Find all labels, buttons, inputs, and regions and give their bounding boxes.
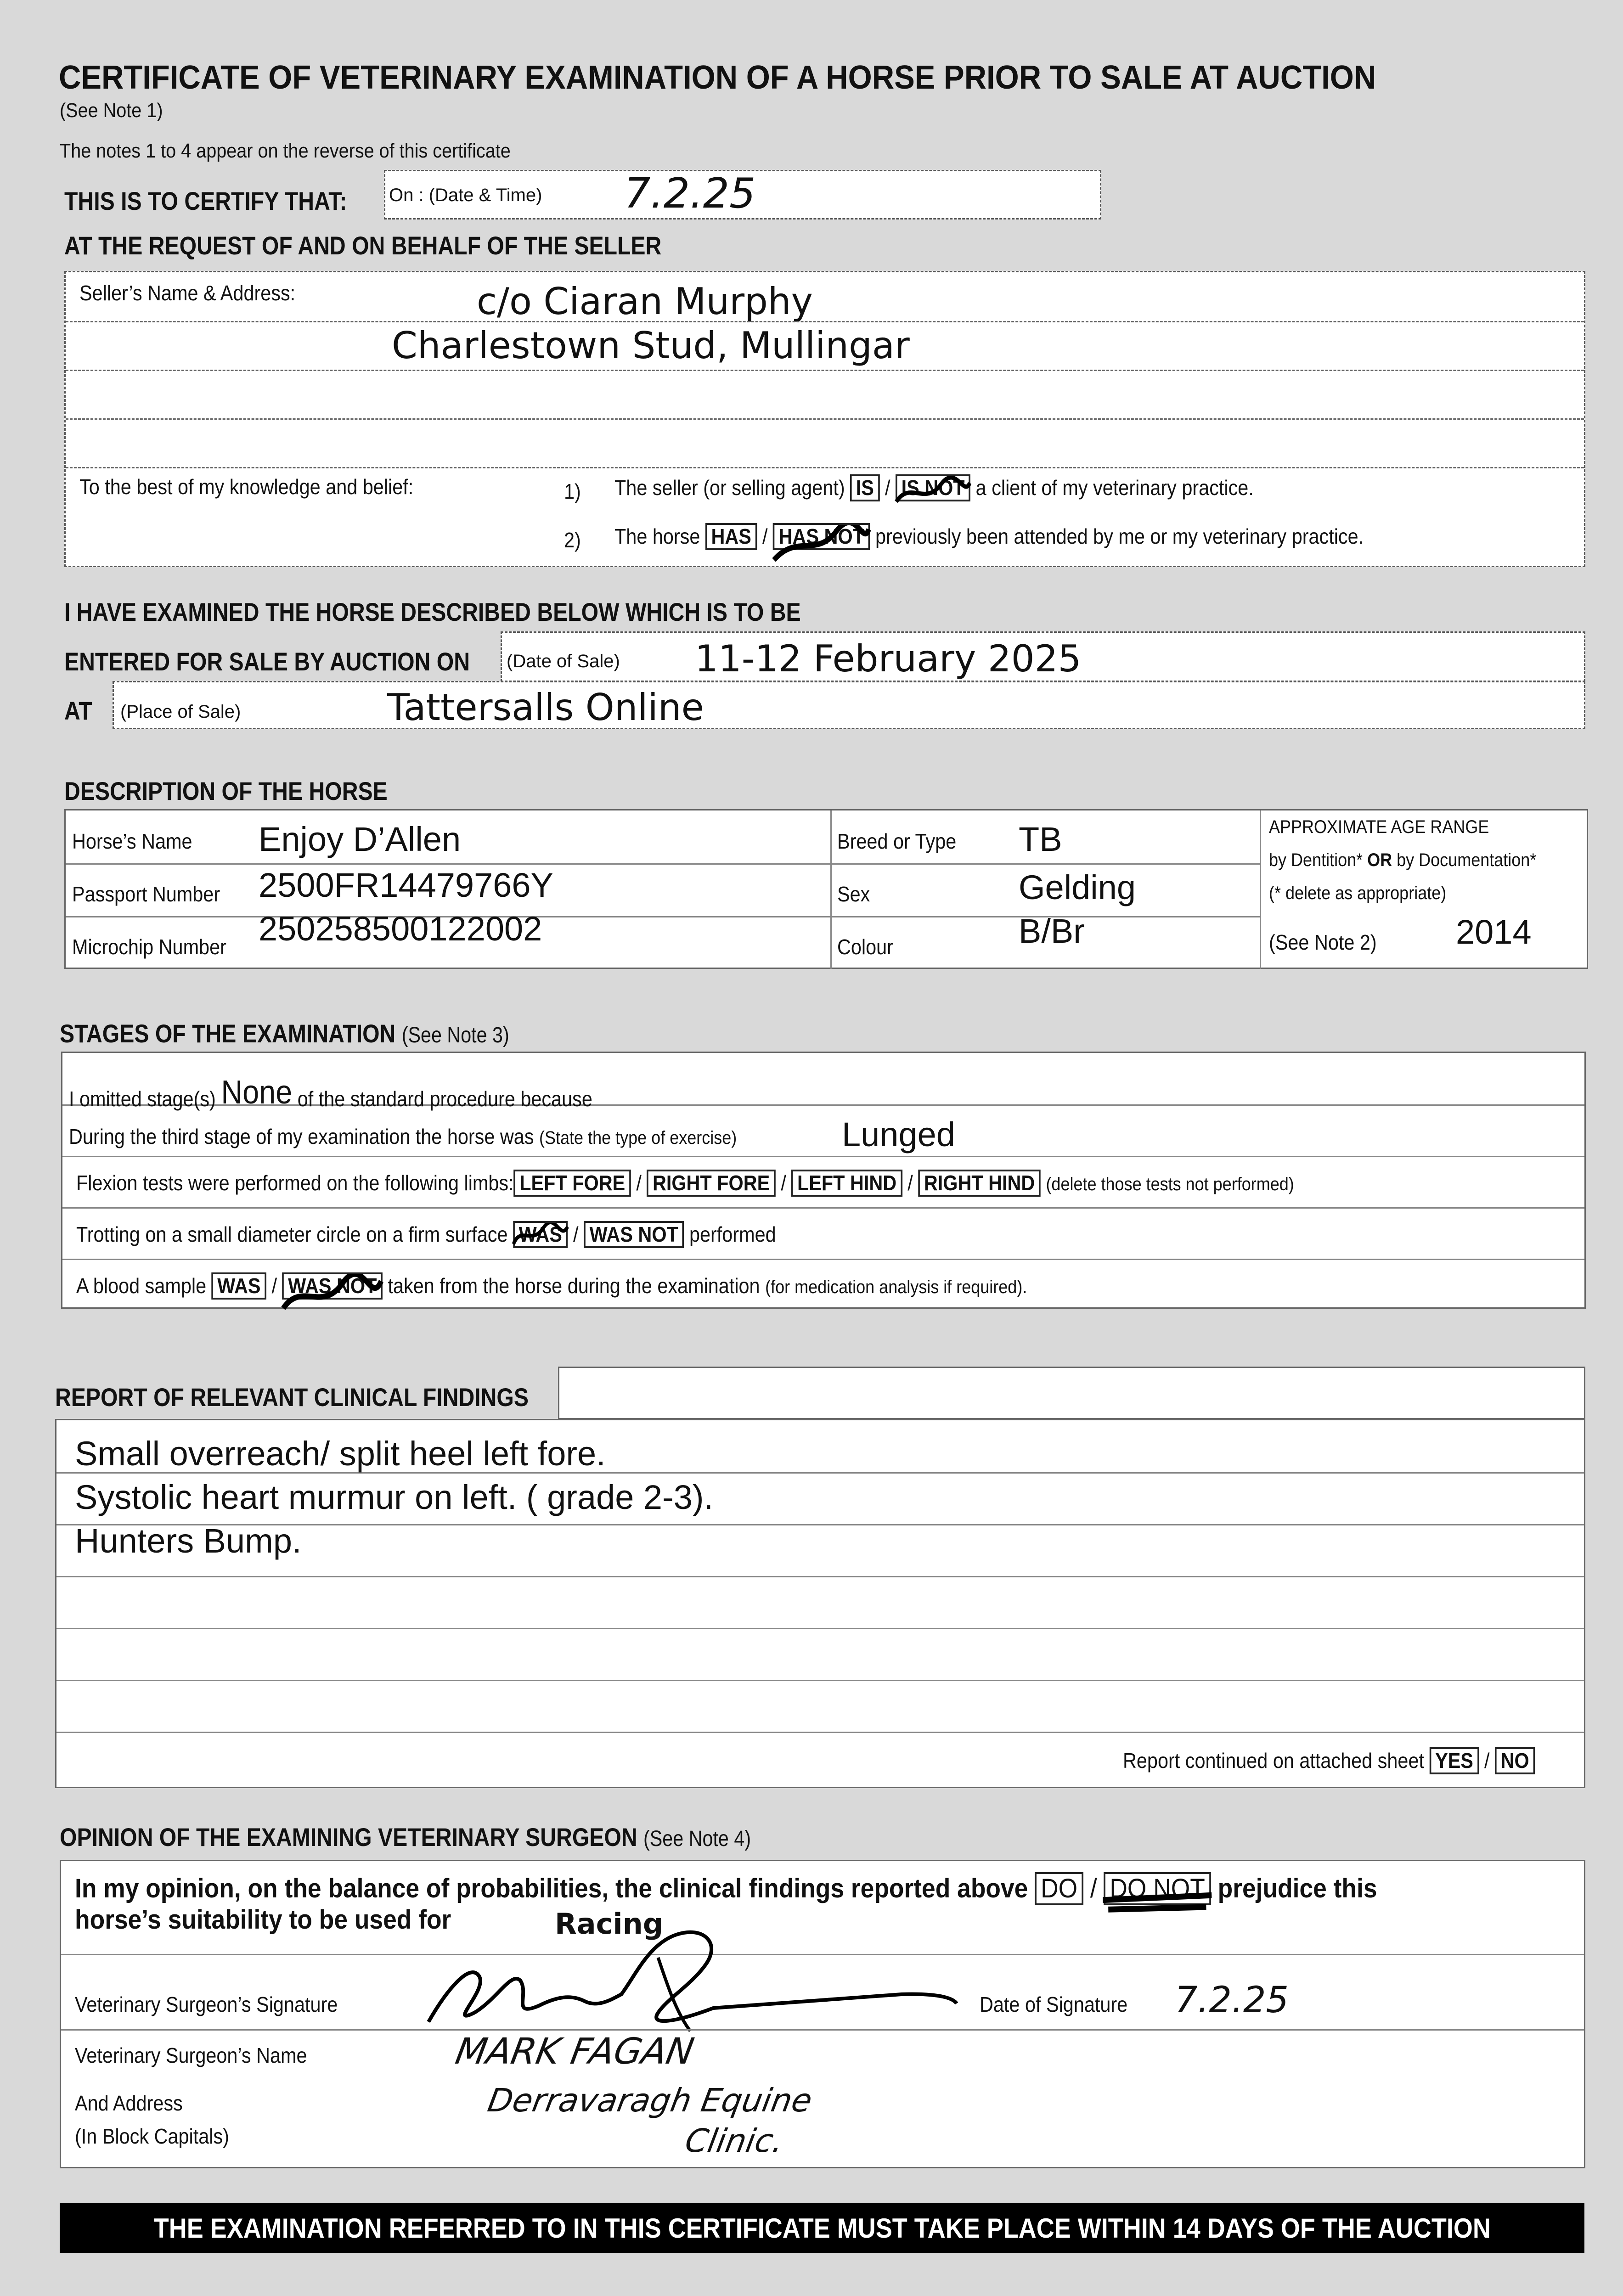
- has-not-option-struck[interactable]: [773, 523, 870, 550]
- omitted-value[interactable]: None: [221, 1074, 293, 1111]
- passport-label: Passport Number: [72, 882, 220, 906]
- continued-yes[interactable]: YES: [1429, 1747, 1479, 1774]
- description-header: DESCRIPTION OF THE HORSE: [64, 777, 388, 805]
- place-of-sale-value: Tattersalls Online: [387, 686, 704, 729]
- date-of-sale-label: (Date of Sale): [507, 651, 620, 671]
- third-note: (State the type of exercise): [539, 1128, 737, 1148]
- opinion-text-1: In my opinion, on the balance of probabilities, the clinical findings reported above: [75, 1874, 1028, 1903]
- horse-name-label: Horse’s Name: [72, 829, 192, 853]
- seller-label: Seller’s Name & Address:: [79, 281, 296, 305]
- date-of-signature-value[interactable]: 7.2.25: [1175, 1980, 1289, 2021]
- do-not-text: DO NOT: [1110, 1874, 1205, 1903]
- footer-banner: [60, 2203, 1584, 2253]
- see-note-1: (See Note 1): [60, 99, 163, 122]
- omitted-line: [69, 1074, 592, 1111]
- age-dentition[interactable]: by Dentition*: [1269, 850, 1363, 870]
- divider: [62, 1207, 1584, 1209]
- block-capitals-label: (In Block Capitals): [75, 2124, 229, 2148]
- knowledge-label: To the best of my knowledge and belief:: [79, 475, 414, 499]
- separator: /: [885, 476, 890, 500]
- age-value[interactable]: 2014: [1456, 913, 1532, 951]
- divider: [61, 2029, 1584, 2031]
- report-header-box: [558, 1367, 1585, 1419]
- sex-value[interactable]: Gelding: [1019, 868, 1136, 906]
- item-1-pre: The seller (or selling agent): [614, 476, 845, 500]
- date-of-sale-value: 11-12 February 2025: [695, 637, 1082, 680]
- use-value[interactable]: Racing: [555, 1907, 664, 1941]
- blood-was-not-struck[interactable]: [282, 1272, 383, 1300]
- stages-header-note: (See Note 3): [401, 1023, 509, 1047]
- notes-line: The notes 1 to 4 appear on the reverse of this certificate: [60, 140, 511, 162]
- third-pre: During the third stage of my examination the horse was: [69, 1125, 534, 1148]
- finding-line-2[interactable]: Systolic heart murmur on left. ( grade 2-3).: [75, 1478, 714, 1516]
- blood-was-not-text: WAS NOT: [288, 1274, 377, 1298]
- surgeon-name-value[interactable]: MARK FAGAN: [452, 2031, 697, 2072]
- trot-post: performed: [689, 1222, 776, 1246]
- breed-label: Breed or Type: [837, 829, 957, 853]
- strike-scribble-icon: [1103, 1874, 1212, 1921]
- address-label: And Address: [75, 2091, 183, 2115]
- divider: [66, 467, 1584, 468]
- flexion-line: [76, 1170, 1294, 1197]
- separator: /: [781, 1171, 786, 1195]
- has-option[interactable]: HAS: [705, 523, 757, 550]
- seller-line-2[interactable]: Charlestown Stud, Mullingar: [392, 324, 910, 367]
- item-2-number: 2): [564, 528, 581, 552]
- trot-pre: Trotting on a small diameter circle on a firm surface: [76, 1222, 508, 1246]
- item-2-post: previously been attended by me or my veterinary practice.: [875, 524, 1364, 548]
- report-header: REPORT OF RELEVANT CLINICAL FINDINGS: [55, 1383, 529, 1412]
- separator: /: [271, 1274, 277, 1298]
- age-method-line: [1269, 850, 1536, 871]
- stages-table: [61, 1052, 1586, 1309]
- sex-label: Sex: [837, 882, 870, 906]
- divider: [66, 321, 1584, 322]
- opinion-text-3: horse’s suitability to be used for: [75, 1905, 451, 1935]
- date-time-field[interactable]: [384, 170, 1101, 219]
- finding-line-3[interactable]: Hunters Bump.: [75, 1522, 302, 1560]
- separator: /: [762, 524, 768, 548]
- is-not-text: IS NOT: [901, 476, 965, 500]
- flex-right-fore[interactable]: RIGHT FORE: [647, 1170, 776, 1197]
- divider: [66, 370, 1584, 371]
- signature-icon[interactable]: [419, 1907, 970, 2036]
- place-of-sale-field[interactable]: [113, 681, 1585, 729]
- examined-label: I HAVE EXAMINED THE HORSE DESCRIBED BELOW WHICH IS TO BE: [64, 597, 801, 626]
- has-not-text: HAS NOT: [778, 524, 864, 548]
- divider: [62, 1259, 1584, 1260]
- opinion-header-text: OPINION OF THE EXAMINING VETERINARY SURGEON: [60, 1823, 637, 1851]
- place-of-sale-label: (Place of Sale): [120, 702, 241, 722]
- breed-value[interactable]: TB: [1019, 820, 1062, 858]
- age-delete-note: (* delete as appropriate): [1269, 883, 1447, 903]
- third-stage-line: [69, 1124, 737, 1149]
- horse-name-value[interactable]: Enjoy D’Allen: [259, 820, 461, 858]
- on-label: On : (Date & Time): [389, 185, 542, 205]
- stages-header: [60, 1019, 509, 1048]
- separator: /: [573, 1222, 579, 1246]
- strike-scribble-icon: [282, 1274, 383, 1320]
- certificate-title: CERTIFICATE OF VETERINARY EXAMINATION OF A HORSE PRIOR TO SALE AT AUCTION: [59, 59, 1376, 96]
- finding-line-1[interactable]: Small overreach/ split heel left fore.: [75, 1435, 606, 1473]
- flex-left-hind[interactable]: LEFT HIND: [791, 1170, 902, 1197]
- blood-line: [76, 1272, 1027, 1300]
- date-of-sale-field[interactable]: [501, 631, 1585, 682]
- on-value: 7.2.25: [624, 169, 756, 218]
- do-not-option-struck[interactable]: [1104, 1872, 1211, 1905]
- signature-label: Veterinary Surgeon’s Signature: [75, 1992, 338, 2016]
- item-1-line: [614, 474, 1254, 501]
- item-1-post: a client of my veterinary practice.: [975, 476, 1254, 500]
- flexion-pre: Flexion tests were performed on the following limbs:: [76, 1171, 514, 1195]
- age-see-note: (See Note 2): [1269, 930, 1377, 954]
- flexion-post: (delete those tests not performed): [1046, 1174, 1294, 1194]
- footer-text: THE EXAMINATION REFERRED TO IN THIS CERTIFICATE MUST TAKE PLACE WITHIN 14 DAYS OF THE AUCTION: [153, 2212, 1491, 2244]
- omitted-post: of the standard procedure because: [297, 1087, 592, 1111]
- seller-line-1[interactable]: c/o Ciaran Murphy: [477, 280, 813, 323]
- certify-label: THIS IS TO CERTIFY THAT:: [64, 186, 347, 215]
- separator: /: [1484, 1749, 1490, 1773]
- passport-value[interactable]: 2500FR14479766Y: [259, 866, 553, 904]
- report-continued-line: [1123, 1747, 1535, 1774]
- item-1-number: 1): [564, 479, 581, 503]
- divider: [830, 810, 832, 969]
- third-stage-value[interactable]: Lunged: [842, 1115, 955, 1154]
- age-or: OR: [1367, 850, 1392, 870]
- trot-was-text: WAS: [518, 1222, 562, 1246]
- colour-value[interactable]: B/Br: [1019, 912, 1085, 950]
- at-label: AT: [64, 696, 92, 725]
- omitted-pre: I omitted stage(s): [69, 1087, 216, 1111]
- report-box: [55, 1419, 1585, 1788]
- continued-text: Report continued on attached sheet: [1123, 1749, 1424, 1773]
- is-option[interactable]: IS: [850, 474, 879, 501]
- microchip-label: Microchip Number: [72, 935, 226, 959]
- divider: [56, 1628, 1584, 1629]
- surgeon-address-line-1[interactable]: Derravaragh Equine: [485, 2082, 815, 2119]
- entered-label: ENTERED FOR SALE BY AUCTION ON: [64, 647, 470, 676]
- divider: [62, 1156, 1584, 1157]
- seller-section: [64, 271, 1585, 567]
- colour-label: Colour: [837, 935, 893, 959]
- blood-was[interactable]: WAS: [212, 1272, 267, 1300]
- divider: [56, 1576, 1584, 1577]
- divider: [56, 1732, 1584, 1733]
- blood-pre: A blood sample: [76, 1274, 207, 1298]
- blood-note: (for medication analysis if required).: [765, 1277, 1027, 1297]
- flex-right-hind[interactable]: RIGHT HIND: [918, 1170, 1041, 1197]
- strike-scribble-icon: [895, 476, 971, 510]
- age-range-title: APPROXIMATE AGE RANGE: [1269, 817, 1489, 837]
- opinion-header-note: (See Note 4): [643, 1827, 751, 1851]
- separator: /: [636, 1171, 642, 1195]
- divider: [66, 418, 1584, 420]
- divider: [56, 1680, 1584, 1681]
- opinion-header: [60, 1822, 751, 1852]
- do-option[interactable]: DO: [1035, 1872, 1083, 1905]
- divider: [1260, 810, 1261, 969]
- trot-was-struck[interactable]: [513, 1221, 568, 1248]
- trot-was-not[interactable]: WAS NOT: [584, 1221, 684, 1248]
- description-table: [64, 809, 1588, 969]
- strike-scribble-icon: [772, 525, 871, 569]
- surgeon-name-label: Veterinary Surgeon’s Name: [75, 2043, 307, 2067]
- trot-line: [76, 1221, 776, 1248]
- microchip-value[interactable]: 250258500122002: [259, 910, 542, 948]
- item-2-line: [614, 523, 1364, 550]
- opinion-text-2: prejudice this: [1217, 1874, 1377, 1903]
- opinion-statement: [75, 1872, 1377, 1905]
- blood-post: taken from the horse during the examination: [388, 1274, 760, 1298]
- continued-no[interactable]: NO: [1495, 1747, 1535, 1774]
- request-label: AT THE REQUEST OF AND ON BEHALF OF THE SELLER: [64, 231, 662, 260]
- separator: /: [1090, 1874, 1097, 1903]
- flex-left-fore[interactable]: LEFT FORE: [514, 1170, 631, 1197]
- surgeon-address-line-2[interactable]: Clinic.: [682, 2122, 787, 2160]
- strike-scribble-icon: [512, 1223, 569, 1248]
- item-2-pre: The horse: [614, 524, 700, 548]
- is-not-option-struck[interactable]: [896, 474, 970, 501]
- date-of-signature-label: Date of Signature: [980, 1992, 1128, 2016]
- stages-header-text: STAGES OF THE EXAMINATION: [60, 1019, 396, 1048]
- separator: /: [907, 1171, 913, 1195]
- opinion-box: [60, 1860, 1585, 2168]
- divider: [66, 863, 1260, 865]
- age-documentation[interactable]: by Documentation*: [1397, 850, 1537, 870]
